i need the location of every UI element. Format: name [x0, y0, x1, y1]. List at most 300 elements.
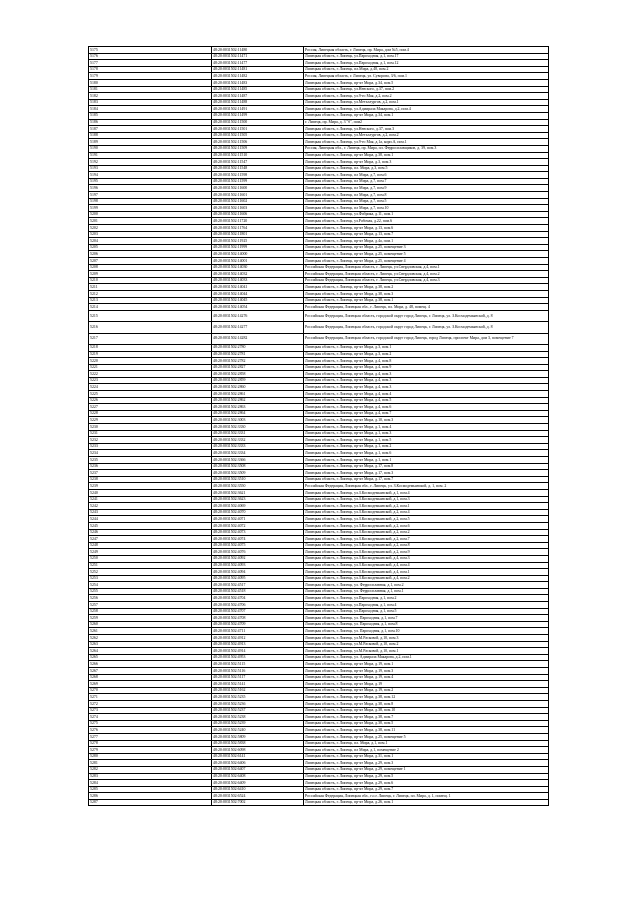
cadastral-number: 48:20:0031502:3330 [212, 424, 304, 431]
address: Липецкая область, г. Липецк, ул.З.Космодемьянской, д.2, пом.2 [304, 529, 549, 536]
cadastral-number: 48:20:0031502:2864 [212, 410, 304, 417]
cadastral-number: 48:20:0031502:11510 [212, 152, 304, 159]
table-row [89, 192, 549, 199]
cadastral-number: 48:20:0031502:6141 [212, 753, 304, 760]
table-row [89, 457, 549, 464]
cadastral-number: 48:20:0031502:4704 [212, 595, 304, 602]
cadastral-number: 48:20:0031502:7002 [212, 799, 304, 806]
row-number: 5284 [89, 780, 212, 787]
address: Липецкая область, г. Липецк, ул.З.Космодемьянской, д.2, пом.9 [304, 549, 549, 556]
address: Липецкая область, г. Липецк, пр-кт Мира, д.34, пом.5 [304, 79, 549, 86]
cadastral-number: 48:20:0031502:14000 [212, 251, 304, 258]
row-number: 5244 [89, 516, 212, 523]
address: Липецкая область, г. Липецк, пр-кт Мира, д.19, пом.4 [304, 674, 549, 681]
table-row [89, 364, 549, 371]
row-number: 5264 [89, 648, 212, 655]
cadastral-number: 48:20:0031502:3332 [212, 437, 304, 444]
row-number: 5186 [89, 119, 212, 126]
table-row [89, 410, 549, 417]
cadastral-number: 48:20:0031502:3003 [212, 417, 304, 424]
address: Липецкая область, г. Липецк, пр-кт Мира, д.38, пом.10 [304, 707, 549, 714]
address: Липецкая область, г. Липецк, ул. Ферросплавная, д.1, пом.2 [304, 582, 549, 589]
row-number: 5268 [89, 674, 212, 681]
row-number: 5256 [89, 595, 212, 602]
address: Липецкая область, г. Липецк, ул.9-го Мая, д.1а, корп.А, пом.1 [304, 139, 549, 146]
row-number: 5231 [89, 430, 212, 437]
address: Российская Федерация, Липецкая область, городской округ город Липецк, город Липецк, проспект Мира, дом 3, помещение 7 [304, 333, 549, 344]
row-number: 5249 [89, 549, 212, 556]
address: Липецкая область, г. Липецк, пр-кт Мира, д.26, пом.1 [304, 799, 549, 806]
cadastral-number: 48:20:0031502:4711 [212, 628, 304, 635]
table-row [89, 205, 549, 212]
document-table [88, 46, 549, 806]
address: Липецкая область, г. Липецк, пр-кт Мира, д.4, пом.3 [304, 377, 549, 384]
table-row [89, 450, 549, 457]
table-row [89, 404, 549, 411]
row-number: 5197 [89, 192, 212, 199]
address: Липецкая область, г. Липецк, ул.З.Космодемьянской, д.2, пом.4 [304, 509, 549, 516]
row-number: 5260 [89, 621, 212, 628]
table-row [89, 793, 549, 800]
cadastral-number: 48:20:0031502:4707 [212, 608, 304, 615]
cadastral-number: 48:20:0031502:11499 [212, 112, 304, 119]
row-number: 5184 [89, 106, 212, 113]
cadastral-number: 48:20:0031502:3334 [212, 450, 304, 457]
row-number: 5210 [89, 277, 212, 284]
address: Российская Федерация, Липецкая область, городской округ город Липецк, г. Липецк, ул. З.Космодемьянской, д. 8 [304, 310, 549, 321]
table-row [89, 694, 549, 701]
cadastral-number: 48:20:0031502:2858 [212, 371, 304, 378]
cadastral-number: 48:20:0031502:11764 [212, 225, 304, 232]
address: Липецкая область, г. Липецк, ул. Пароходная, д.1, пом.8 [304, 621, 549, 628]
cadastral-number: 48:20:0031502:4095 [212, 575, 304, 582]
address: Липецкая область, г. Липецк, пр-кт Мира, д.4, пом.7 [304, 410, 549, 417]
cadastral-number: 48:20:0031502:4709 [212, 621, 304, 628]
table-row [89, 185, 549, 192]
cadastral-number: 48:20:0031502:14001 [212, 258, 304, 265]
address: Липецкая область, г. Липецк, пр-кт Мира, д.1, пом.3 [304, 430, 549, 437]
table-row [89, 608, 549, 615]
address: Липецкая область, г. Липецк, пр-кт Мира, д.29, пом.5 [304, 773, 549, 780]
address: Липецкая область, г. Липецк, пр-кт Мира, д.17, пом.7 [304, 476, 549, 483]
row-number: 5243 [89, 509, 212, 516]
address: Липецкая область, г. Липецк, пр-кт Мира, д.38, пом.2 [304, 284, 549, 291]
row-number: 5278 [89, 740, 212, 747]
table-row [89, 799, 549, 806]
table-row [89, 529, 549, 536]
cadastral-number: 48:20:0031502:3623 [212, 496, 304, 503]
address: Липецкая область, г. Липецк, ул. Адмирала Макарова, д.2, пом.1 [304, 654, 549, 661]
address: Липецкая область, г. Липецк, пр-кт Мира, д.4, пом.5 [304, 397, 549, 404]
row-number: 5258 [89, 608, 212, 615]
row-number: 5271 [89, 694, 212, 701]
table-row [89, 391, 549, 398]
table-row [89, 588, 549, 595]
address: Липецкая область, г. Липецк, ул.Невского, д.37, пом.3 [304, 126, 549, 133]
table-row [89, 165, 549, 172]
row-number: 5187 [89, 126, 212, 133]
cadastral-number: 48:20:0031502:11483 [212, 79, 304, 86]
address: Липецкая область, г. Липецк, ул.З.Космодемьянской, д.4, пом.2 [304, 575, 549, 582]
row-number: 5274 [89, 714, 212, 721]
row-number: 5248 [89, 542, 212, 549]
address: Липецкая область, г. Липецк, пр-кт Мира, д.3, пом.2 [304, 351, 549, 358]
cadastral-number: 48:20:0031502:3333 [212, 443, 304, 450]
cadastral-number: 48:20:0031502:11548 [212, 165, 304, 172]
cadastral-number: 48:20:0031502:11506 [212, 139, 304, 146]
table-row [89, 244, 549, 251]
row-number: 5209 [89, 271, 212, 278]
address: Липецкая область, г. Липецк, пр-кт Мира, д.19, пом.3 [304, 668, 549, 675]
table-row [89, 112, 549, 119]
cadastral-number: 48:20:0031502:3508 [212, 463, 304, 470]
address: Липецкая область, г. Липецк, пл Мира, д.7, пом.9 [304, 185, 549, 192]
cadastral-number: 48:20:0031502:11491 [212, 106, 304, 113]
cadastral-number: 48:20:0031502:4073 [212, 529, 304, 536]
address: Липецкая область, г. Липецк, пр-кт Мира, д.19 [304, 681, 549, 688]
cadastral-number: 48:20:0031502:11482 [212, 73, 304, 80]
address: Липецкая область, г. Липецк, пл Мира, д.7, пом.5 [304, 198, 549, 205]
table-row [89, 780, 549, 787]
cadastral-number: 48:20:0031502:2863 [212, 404, 304, 411]
cadastral-number: 48:20:0031502:14041 [212, 284, 304, 291]
row-number: 5213 [89, 297, 212, 304]
table-row [89, 351, 549, 358]
address: Липецкая область, г. Липецк, пл. Мира, д.1, пом.1 [304, 740, 549, 747]
cadastral-number: 48:20:0031502:11477 [212, 60, 304, 67]
address: Липецкая область, г. Липецк, ул.З.Космодемьянской, д.4, пом.1 [304, 569, 549, 576]
row-number: 5193 [89, 165, 212, 172]
cadastral-number: 48:20:0031502:11925 [212, 238, 304, 245]
row-number: 5241 [89, 496, 212, 503]
table-row [89, 238, 549, 245]
cadastral-number: 48:20:0031502:14044 [212, 290, 304, 297]
row-number: 5282 [89, 766, 212, 773]
table-row [89, 86, 549, 93]
cadastral-number: 48:20:0031502:2861 [212, 391, 304, 398]
address: Липецкая область, г. Липецк, ул.М.Расковой, д.10, пом.2 [304, 641, 549, 648]
table-row [89, 358, 549, 365]
cadastral-number: 48:20:0031502:14277 [212, 322, 304, 333]
address: Российская Федерация, Липецкая область, г. Липецк, ул.Свердловская, д.4, пом.2 [304, 271, 549, 278]
table-row [89, 106, 549, 113]
address: Липецкая область, г. Липецк, пр-кт Мира, д.25, помещение 5 [304, 733, 549, 740]
cadastral-number: 48:20:0031502:2781 [212, 351, 304, 358]
cadastral-number: 48:20:0031502:4074 [212, 536, 304, 543]
table-row [89, 251, 549, 258]
row-number: 5269 [89, 681, 212, 688]
row-number: 5190 [89, 145, 212, 152]
table-row [89, 430, 549, 437]
table-row [89, 602, 549, 609]
address: Липецкая область, г. Липецк, ул.Пароходная, д.1, пом.2 [304, 595, 549, 602]
row-number: 5253 [89, 575, 212, 582]
address: Липецкая область, г. Липецк, ул. Ферросплавная, д.1, пом.1 [304, 588, 549, 595]
row-number: 5177 [89, 60, 212, 67]
address: Липецкая область, г. Липецк, пл Мира, д.1, помещение 2 [304, 747, 549, 754]
table-row [89, 198, 549, 205]
row-number: 5230 [89, 424, 212, 431]
row-number: 5275 [89, 720, 212, 727]
row-number: 5267 [89, 668, 212, 675]
table-row [89, 437, 549, 444]
row-number: 5182 [89, 93, 212, 100]
table-row [89, 271, 549, 278]
row-number: 5206 [89, 251, 212, 258]
table-row [89, 290, 549, 297]
table-row [89, 562, 549, 569]
cadastral-number: 48:20:0031502:11602 [212, 198, 304, 205]
row-number: 5178 [89, 66, 212, 73]
row-number: 5179 [89, 73, 212, 80]
table-row [89, 384, 549, 391]
table-row [89, 304, 549, 311]
table-row [89, 178, 549, 185]
row-number: 5255 [89, 588, 212, 595]
cadastral-number: 48:20:0031502:14033 [212, 277, 304, 284]
row-number: 5200 [89, 211, 212, 218]
cadastral-number: 48:20:0031502:4094 [212, 569, 304, 576]
table-row [89, 172, 549, 179]
table-row [89, 73, 549, 80]
cadastral-number: 48:20:0031502:11487 [212, 93, 304, 100]
cadastral-number: 48:20:0031502:6408 [212, 773, 304, 780]
cadastral-number: 48:20:0031502:3366 [212, 457, 304, 464]
cadastral-number: 48:20:0031502:4517 [212, 582, 304, 589]
cadastral-number: 48:20:0031502:11547 [212, 159, 304, 166]
row-number: 5252 [89, 569, 212, 576]
table-row [89, 555, 549, 562]
row-number: 5263 [89, 641, 212, 648]
table-row [89, 377, 549, 384]
cadastral-number: 48:20:0031502:5115 [212, 661, 304, 668]
cadastral-number: 48:20:0031502:4913 [212, 641, 304, 648]
cadastral-number: 48:20:0031502:4069 [212, 503, 304, 510]
row-number: 5234 [89, 450, 212, 457]
row-number: 5191 [89, 152, 212, 159]
cadastral-number: 48:20:0031502:11471 [212, 53, 304, 60]
table-row [89, 322, 549, 333]
table-row [89, 628, 549, 635]
cadastral-number: 48:20:0031502:6406 [212, 760, 304, 767]
row-number: 5217 [89, 333, 212, 344]
cadastral-number: 48:20:0031502:5239 [212, 720, 304, 727]
table-row [89, 575, 549, 582]
address: Липецкая область, г. Липецк, пр-кт Мира, д.1, пом.1 [304, 457, 549, 464]
address: Липецкая область, г. Липецк, пр-кт Мира, д.29, пом.3 [304, 760, 549, 767]
address: Липецкая область, г. Липецк, пр-кт Мира, д.3, пом.3 [304, 159, 549, 166]
table-row [89, 463, 549, 470]
address: Липецкая область, г. Липецк, пл Мира, д.7, пом.6 [304, 172, 549, 179]
table-row [89, 714, 549, 721]
address: Липецкая область, г. Липецк, пр-кт Мира, д.4а, пом.1 [304, 238, 549, 245]
address: Липецкая область, г. Липецк, пр-кт Мира, д.25, помещение 4 [304, 258, 549, 265]
address: Липецкая область, г. Липецк, ул.З.Космодемьянской, д.4, пом.4 [304, 562, 549, 569]
cadastral-number: 48:20:0031502:2782 [212, 358, 304, 365]
table-row [89, 344, 549, 351]
address: Липецкая область, г. Липецк, пл Мира, д.7, пом.8 [304, 192, 549, 199]
row-number: 5185 [89, 112, 212, 119]
cadastral-number: 48:20:0031502:4075 [212, 542, 304, 549]
address: Липецкая область, г. Липецк, пр-кт Мира, д.10, пом.3 [304, 417, 549, 424]
address: Липецкая область, г. Липецк, ул.9-го Мая, д.2, пом.2 [304, 93, 549, 100]
table-row [89, 424, 549, 431]
row-number: 5229 [89, 417, 212, 424]
table-row [89, 145, 549, 152]
table-row [89, 687, 549, 694]
table-row [89, 700, 549, 707]
cadastral-number: 48:20:0031502:11480 [212, 47, 304, 54]
table-row [89, 371, 549, 378]
table-row [89, 297, 549, 304]
table-row [89, 211, 549, 218]
table-row [89, 542, 549, 549]
table-row [89, 536, 549, 543]
table-row [89, 496, 549, 503]
table-row [89, 549, 549, 556]
row-number: 5261 [89, 628, 212, 635]
table-row [89, 654, 549, 661]
table-row [89, 66, 549, 73]
cadastral-number: 48:20:0031502:5240 [212, 727, 304, 734]
cadastral-number: 48:20:0031502:5116 [212, 668, 304, 675]
table-row [89, 621, 549, 628]
cadastral-number: 48:20:0031502:4914 [212, 648, 304, 655]
cadastral-number: 48:20:0031502:11600 [212, 185, 304, 192]
row-number: 5222 [89, 371, 212, 378]
cadastral-number: 48:20:0031502:3550 [212, 483, 304, 490]
row-number: 5199 [89, 205, 212, 212]
row-number: 5223 [89, 377, 212, 384]
table-row [89, 661, 549, 668]
address: Липецкая область, г. Липецк, ул.Пароходная, д.1, пом.12 [304, 60, 549, 67]
address: Липецкая область, г. Липецк, ул.З.Космодемьянской, д.2, пом.7 [304, 536, 549, 543]
address: Липецкая область, г. Липецк, ул.З.Космодемьянской, д.1, пом.3 [304, 496, 549, 503]
cadastral-number: 48:20:0031502:6524 [212, 793, 304, 800]
table-row [89, 284, 549, 291]
row-number: 5215 [89, 310, 212, 321]
table-row [89, 733, 549, 740]
row-number: 5279 [89, 747, 212, 754]
table-row [89, 740, 549, 747]
address: Липецкая область, г. Липецк, пр-кт Мира, д.4, пом.3 [304, 384, 549, 391]
row-number: 5194 [89, 172, 212, 179]
address: Липецкая область, г. Липецк, ул.Адмирала Макарова, д.2, пом.4 [304, 106, 549, 113]
table-row [89, 60, 549, 67]
cadastral-number: 48:20:0031502:11481 [212, 66, 304, 73]
table-row [89, 119, 549, 126]
table-row [89, 760, 549, 767]
address: Липецкая область, г. Липецк, ул.Невского, д.37, пом.2 [304, 86, 549, 93]
cadastral-number: 48:20:0031502:5162 [212, 687, 304, 694]
row-number: 5180 [89, 79, 212, 86]
table-row [89, 53, 549, 60]
table-row [89, 674, 549, 681]
row-number: 5237 [89, 470, 212, 477]
row-number: 5270 [89, 687, 212, 694]
cadastral-number: 48:20:0031502:5117 [212, 674, 304, 681]
table-row [89, 132, 549, 139]
row-number: 5205 [89, 244, 212, 251]
table-row [89, 79, 549, 86]
table-row [89, 773, 549, 780]
row-number: 5247 [89, 536, 212, 543]
cadastral-number: 48:20:0031502:5141 [212, 681, 304, 688]
row-number: 5246 [89, 529, 212, 536]
table-row [89, 443, 549, 450]
row-number: 5245 [89, 522, 212, 529]
row-number: 5257 [89, 602, 212, 609]
row-number: 5240 [89, 489, 212, 496]
table-body [89, 47, 549, 806]
cadastral-number: 48:20:0031502:11505 [212, 132, 304, 139]
address: Липецкая область, г. Липецк, пл Мира, д.7, пом.7 [304, 178, 549, 185]
table-row [89, 503, 549, 510]
cadastral-number: 48:20:0031502:11501 [212, 126, 304, 133]
row-number: 5195 [89, 178, 212, 185]
table-row [89, 569, 549, 576]
row-number: 5207 [89, 258, 212, 265]
address: Российская Федерация, Липецкая обл., г. Липецк, пл. Мира, д. 48, помещ. 4 [304, 304, 549, 311]
cadastral-number: 48:20:0031502:14032 [212, 271, 304, 278]
cadastral-number: 48:20:0031502:14282 [212, 333, 304, 344]
row-number: 5276 [89, 727, 212, 734]
cadastral-number: 48:20:0031502:11999 [212, 244, 304, 251]
cadastral-number: 48:20:0031502:4071 [212, 516, 304, 523]
cadastral-number: 48:20:0031502:5809 [212, 733, 304, 740]
address: Липецкая область, г. Липецк, пр-кт Мира, д.1, пом.2 [304, 443, 549, 450]
table-row [89, 93, 549, 100]
table-row [89, 595, 549, 602]
address: Липецкая область, г. Липецк, ул.Пароходная, д.1, пом.4 [304, 602, 549, 609]
cadastral-number: 48:20:0031502:4518 [212, 588, 304, 595]
address: Липецкая область, г. Липецк, пр-кт Мира, д.25, помещение 3 [304, 244, 549, 251]
cadastral-number: 48:20:0031502:6407 [212, 766, 304, 773]
row-number: 5233 [89, 443, 212, 450]
table-row [89, 126, 549, 133]
cadastral-number: 48:20:0031502:5238 [212, 714, 304, 721]
cadastral-number: 48:20:0031502:11599 [212, 178, 304, 185]
address: Липецкая область, г. Липецк, ул.Металлургов, д.2, пом.1 [304, 99, 549, 106]
table-row [89, 766, 549, 773]
address: Липецкая область, г. Липецк, пр-кт Мира, д.38, пом.7 [304, 714, 549, 721]
row-number: 5189 [89, 139, 212, 146]
address: Липецкая область, г. Липецк, ул.З.Космодемьянской, д.2, пом.6 [304, 522, 549, 529]
cadastral-number: 48:20:0031502:4070 [212, 509, 304, 516]
row-number: 5212 [89, 290, 212, 297]
address: Липецкая область, г. Липецк, ул.З.Космодемьянской, д.1, пом.4 [304, 489, 549, 496]
row-number: 5285 [89, 786, 212, 793]
table-row [89, 635, 549, 642]
row-number: 5224 [89, 384, 212, 391]
row-number: 5232 [89, 437, 212, 444]
table-row [89, 258, 549, 265]
table-row [89, 470, 549, 477]
address: Липецкая область, г. Липецк, пр-кт Мира, д.17, пом.8 [304, 463, 549, 470]
address: Липецкая область, г. Липецк, пр-кт Мира, д.29, помещение 1 [304, 766, 549, 773]
table-row [89, 648, 549, 655]
address: Липецкая область, г. Липецк, пр-кт Мира, д.3, пом.1 [304, 344, 549, 351]
row-number: 5220 [89, 358, 212, 365]
address: Липецкая область, г. Липецк, пр-кт Мира, д.13, пом.6 [304, 225, 549, 232]
row-number: 5214 [89, 304, 212, 311]
cadastral-number: 48:20:0031502:11598 [212, 172, 304, 179]
cadastral-number: 48:20:0031502:4953 [212, 654, 304, 661]
row-number: 5262 [89, 635, 212, 642]
cadastral-number: 48:20:0031502:5237 [212, 707, 304, 714]
address: Липецкая область, г. Липецк, ул.З.Космодемьянской, д.2, пом.5 [304, 516, 549, 523]
row-number: 5202 [89, 225, 212, 232]
